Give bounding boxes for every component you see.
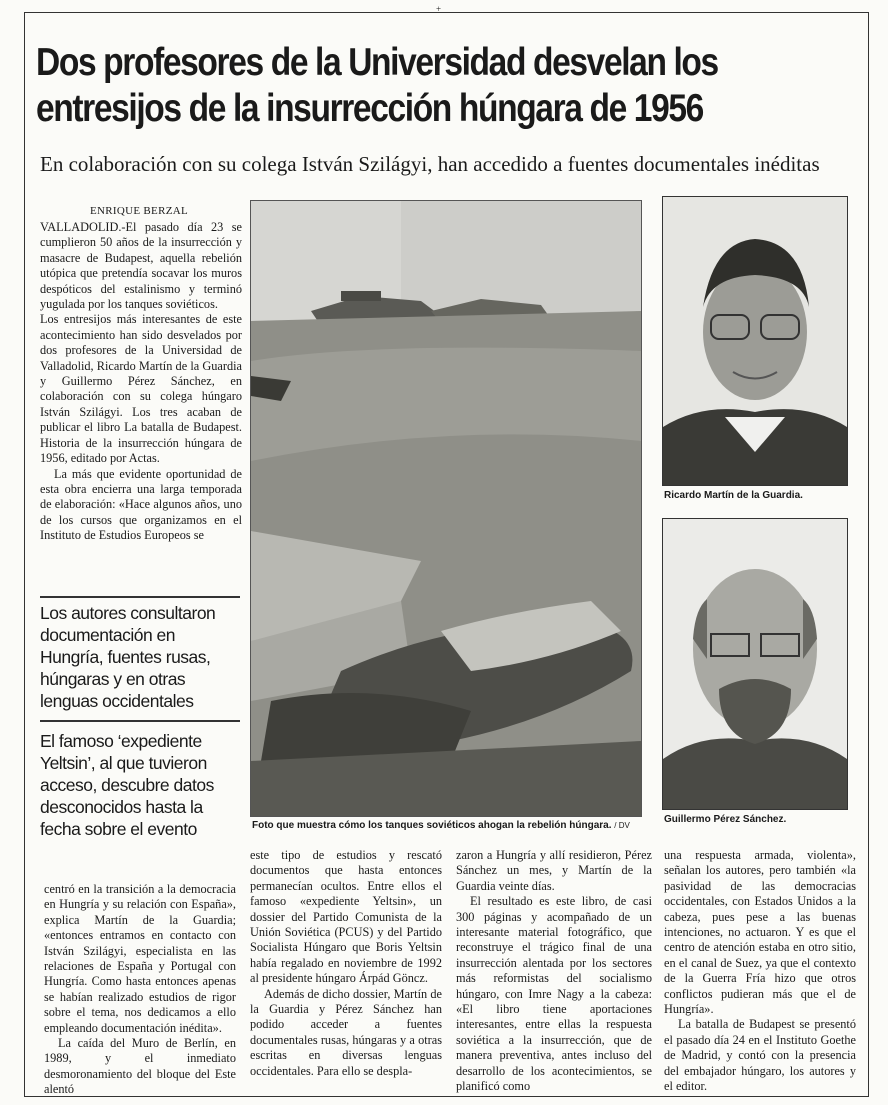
paragraph: centró en la transición a la democracia en Hungría y su relación con España», explica Martín de la Guardia; «entonces entramos en contacto con István Szilágyi, especialista en las relaciones de España y Portugal con Hungría. Como hasta entonces apenas se habían realizado estudios de rigor sobre el tema, nos dedicamos a ello empleando documentación inédita».: [44, 882, 236, 1035]
pullquote-1: Los autores consultaron documentación en Hungría, fuentes rusas, húngaras y en otras lenguas occidentales: [40, 596, 240, 712]
headline-line-2: entresijos de la insurrección húngara de 1956: [36, 87, 703, 130]
bottom-column-2: [250, 848, 442, 1079]
tank-scene-illustration: [251, 201, 641, 816]
bottom-column-1: [44, 882, 236, 1098]
portrait-1-caption: Ricardo Martín de la Guardia.: [664, 490, 803, 501]
pullquote-2: El famoso ‘expediente Yeltsin’, al que tuvieron acceso, descubre datos desconocidos hasta la fecha sobre el evento: [40, 720, 240, 840]
portrait-illustration: [663, 519, 847, 809]
main-photo: [250, 200, 642, 817]
bottom-column-3: [456, 848, 652, 1095]
paragraph: El resultado es este libro, de casi 300 páginas y acompañado de un interesante material fotográfico, que reconstruye el trágico final de una insurrección alentada por los sectores más reformistas del socialismo húngaro, con Imre Nagy a la cabeza: «El libro tiene aportaciones interesantes, entre ellas la respuesta soviética a la insurrección, que de manera preventiva, antes incluso del desarrollo de los acontecimientos, se planificó como: [456, 894, 652, 1094]
paragraph: una respuesta armada, violenta», señalan los autores, pero también «la pasividad de las democracias occidentales, con Estados Unidos a la cabeza, pues pese a las buenas intenciones, no actuaron. Y es que el centro de atención estaba en otro sitio, en el canal de Suez, ya que el contexto de la Guerra Fría hizo que otros conflictos pudieran más que el de Hungría».: [664, 848, 856, 1017]
portrait-illustration: [663, 197, 847, 485]
paragraph: este tipo de estudios y rescató documentos que hasta entonces permanecían ocultos. Entre ellos el famoso «expediente Yeltsin», un dossier del Partido Comunista de la Unión Soviética (PCUS) y del Partido Socialista Húngaro que Boris Yeltsin había regalado en noviembre de 1992 al presidente húngaro Árpád Göncz.: [250, 848, 442, 986]
main-photo-caption: [252, 820, 630, 832]
byline: ENRIQUE BERZAL: [90, 205, 188, 217]
paragraph: Los entresijos más interesantes de este acontecimiento han sido desvelados por dos profesores de la Universidad de Valladolid, Ricardo Martín de la Guardia y Guillermo Pérez Sánchez, en colaboración con su colega húngaro István Szilágyi. Los tres acaban de publicar el libro La batalla de Budapest. Historia de la insurrección húngara de 1956, editado por Actas.: [40, 312, 242, 466]
paragraph: VALLADOLID.-El pasado día 23 se cumplieron 50 años de la insurrección y masacre de Budapest, aquella rebelión utópica que pretendía socavar los muros despóticos del estalinismo y terminó yugulada por los tanques soviéticos.: [40, 220, 242, 312]
paragraph: La batalla de Budapest se presentó el pasado día 24 en el Instituto Goethe de Madrid, y contó con la presencia del embajador húngaro, los autores y el editor.: [664, 1017, 856, 1094]
paragraph: La más que evidente oportunidad de esta obra encierra una larga temporada de elaboración: «Hace algunos años, uno de los cursos que organizamos en el Instituto de Estudios Europeos se: [40, 466, 242, 543]
headline-line-1: Dos profesores de la Universidad desvelan los: [36, 41, 718, 84]
column-1: [40, 220, 242, 544]
photo-caption-text: Foto que muestra cómo los tanques soviéticos ahogan la rebelión húngara.: [252, 820, 612, 831]
subheadline: En colaboración con su colega István Szilágyi, han accedido a fuentes documentales inéditas: [40, 152, 820, 176]
bottom-column-4: [664, 848, 856, 1095]
headline: [36, 40, 741, 132]
portrait-2-caption: Guillermo Pérez Sánchez.: [664, 814, 787, 825]
paragraph: zaron a Hungría y allí residieron, Pérez Sánchez un mes, y Martín de la Guardia veinte días.: [456, 848, 652, 893]
fold-mark: +: [436, 4, 442, 14]
portrait-guillermo: [662, 518, 848, 810]
paragraph: La caída del Muro de Berlín, en 1989, y el inmediato desmoronamiento del bloque del Este alentó: [44, 1036, 236, 1097]
portrait-ricardo: [662, 196, 848, 486]
photo-credit: / DV: [614, 821, 630, 830]
paragraph: Además de dicho dossier, Martín de la Guardia y Pérez Sánchez han podido acceder a fuentes documentales rusas, húngaras y a otras escritas en diversas lenguas occidentales. Para ello se despla-: [250, 986, 442, 1078]
